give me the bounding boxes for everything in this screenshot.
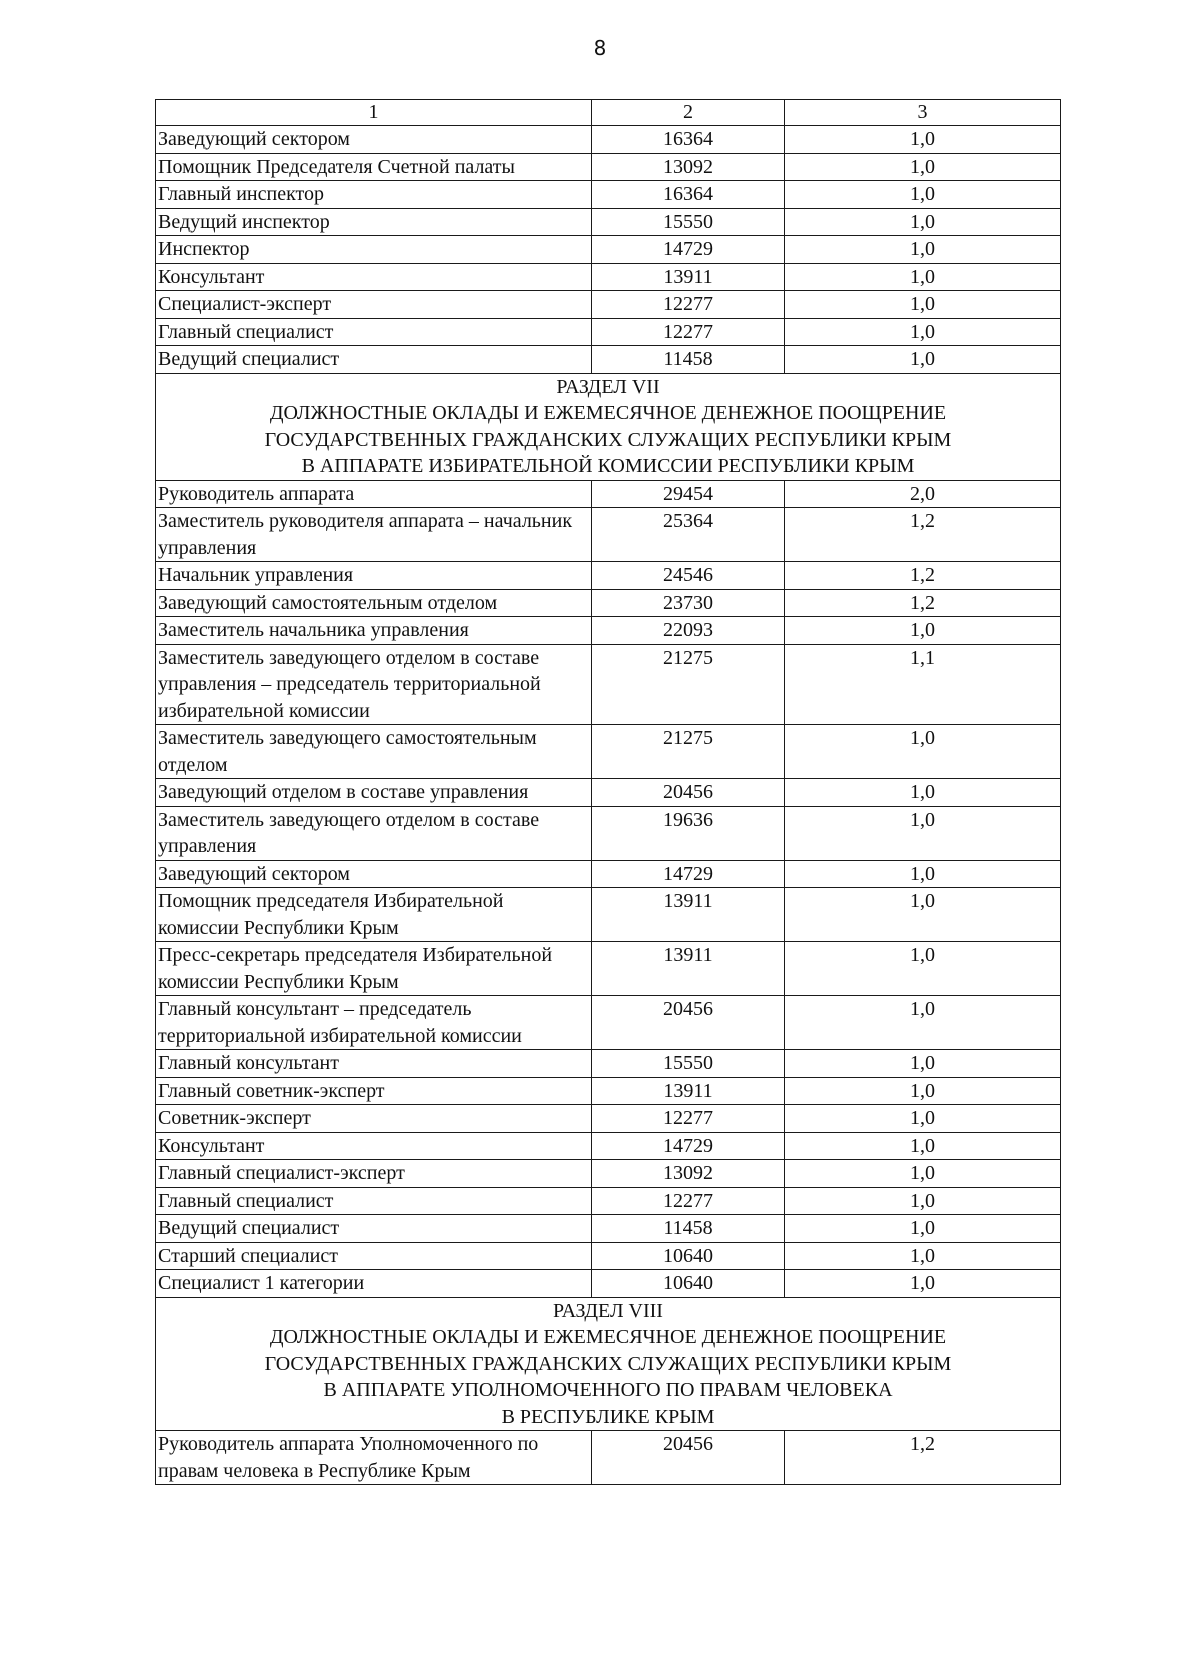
table-row: [156, 860, 1061, 888]
table-row: [156, 806, 1061, 860]
coefficient-cell: 1,0: [785, 181, 1061, 209]
table-row: [156, 589, 1061, 617]
table-row: [156, 617, 1061, 645]
position-cell: Главный специалист: [156, 1187, 592, 1215]
section-header-row: [156, 373, 1061, 480]
coefficient-cell: 1,2: [785, 508, 1061, 562]
coefficient-cell: 1,1: [785, 644, 1061, 725]
position-cell: Заместитель заведующего самостоятельным отделом: [156, 725, 592, 779]
coefficient-cell: 1,0: [785, 236, 1061, 264]
salary-cell: 15550: [592, 1050, 785, 1078]
position-cell: Инспектор: [156, 236, 592, 264]
table-row: [156, 1050, 1061, 1078]
salary-cell: 12277: [592, 1105, 785, 1133]
page-number: 8: [593, 36, 607, 60]
salary-cell: 14729: [592, 236, 785, 264]
coefficient-cell: 1,0: [785, 126, 1061, 154]
salary-cell: 12277: [592, 291, 785, 319]
position-cell: Главный советник-эксперт: [156, 1077, 592, 1105]
coefficient-cell: 1,0: [785, 860, 1061, 888]
salary-cell: 21275: [592, 644, 785, 725]
section-title-line: ДОЛЖНОСТНЫЕ ОКЛАДЫ И ЕЖЕМЕСЯЧНОЕ ДЕНЕЖНОЕ ПООЩРЕНИЕ: [269, 402, 947, 424]
coefficient-cell: 1,0: [785, 291, 1061, 319]
salary-cell: 14729: [592, 1132, 785, 1160]
position-cell: Ведущий специалист: [156, 1215, 592, 1243]
position-cell: Заместитель начальника управления: [156, 617, 592, 645]
salary-cell: 12277: [592, 1187, 785, 1215]
section-title: [156, 1297, 1061, 1431]
coefficient-cell: 1,2: [785, 589, 1061, 617]
section-title-line: РАЗДЕЛ VIII: [553, 1299, 663, 1322]
coefficient-cell: 1,0: [785, 208, 1061, 236]
position-cell: Заведующий самостоятельным отделом: [156, 589, 592, 617]
position-cell: Консультант: [156, 263, 592, 291]
salary-cell: 21275: [592, 725, 785, 779]
column-header-3: 3: [785, 100, 1061, 126]
table-row: [156, 1215, 1061, 1243]
section-title-line: ГОСУДАРСТВЕННЫХ ГРАЖДАНСКИХ СЛУЖАЩИХ РЕСПУБЛИКИ КРЫМ: [264, 428, 952, 451]
column-header-2: 2: [592, 100, 785, 126]
salary-cell: 13911: [592, 888, 785, 942]
coefficient-cell: 1,0: [785, 942, 1061, 996]
table-row: [156, 644, 1061, 725]
position-cell: Заведующий сектором: [156, 126, 592, 154]
section-title-line: ДОЛЖНОСТНЫЕ ОКЛАДЫ И ЕЖЕМЕСЯЧНОЕ ДЕНЕЖНОЕ ПООЩРЕНИЕ: [269, 1326, 947, 1348]
table-header-row: [156, 100, 1061, 126]
table-row: [156, 291, 1061, 319]
table-row: [156, 725, 1061, 779]
salary-table: [155, 99, 1061, 1485]
section-title-line: В РЕСПУБЛИКЕ КРЫМ: [501, 1405, 715, 1428]
position-cell: Заместитель заведующего отделом в составе управления: [156, 806, 592, 860]
table-row: [156, 318, 1061, 346]
position-cell: Заместитель руководителя аппарата – начальник управления: [156, 508, 592, 562]
coefficient-cell: 1,0: [785, 1132, 1061, 1160]
salary-cell: 12277: [592, 318, 785, 346]
salary-cell: 20456: [592, 996, 785, 1050]
position-cell: Главный специалист: [156, 318, 592, 346]
position-cell: Помощник Председателя Счетной палаты: [156, 153, 592, 181]
table-row: [156, 126, 1061, 154]
section-title-line: В АППАРАТЕ ИЗБИРАТЕЛЬНОЙ КОМИССИИ РЕСПУБЛИКИ КРЫМ: [301, 455, 915, 477]
section-title: [156, 373, 1061, 480]
salary-cell: 16364: [592, 126, 785, 154]
position-cell: Консультант: [156, 1132, 592, 1160]
table-row: [156, 888, 1061, 942]
table-row: [156, 236, 1061, 264]
salary-cell: 24546: [592, 562, 785, 590]
table-row: [156, 942, 1061, 996]
position-cell: Главный специалист-эксперт: [156, 1160, 592, 1188]
salary-cell: 20456: [592, 779, 785, 807]
position-cell: Советник-эксперт: [156, 1105, 592, 1133]
coefficient-cell: 1,0: [785, 779, 1061, 807]
coefficient-cell: 1,0: [785, 1160, 1061, 1188]
coefficient-cell: 1,0: [785, 1270, 1061, 1298]
position-cell: Заместитель заведующего отделом в составе управления – председатель территориальной избирательной комиссии: [156, 644, 592, 725]
coefficient-cell: 1,2: [785, 1431, 1061, 1485]
coefficient-cell: 1,0: [785, 1242, 1061, 1270]
coefficient-cell: 1,0: [785, 725, 1061, 779]
table-row: [156, 1187, 1061, 1215]
position-cell: Специалист 1 категории: [156, 1270, 592, 1298]
coefficient-cell: 1,0: [785, 1050, 1061, 1078]
salary-cell: 13911: [592, 263, 785, 291]
table-row: [156, 208, 1061, 236]
salary-cell: 11458: [592, 1215, 785, 1243]
salary-cell: 19636: [592, 806, 785, 860]
table-row: [156, 346, 1061, 374]
position-cell: Главный консультант – председатель территориальной избирательной комиссии: [156, 996, 592, 1050]
salary-cell: 11458: [592, 346, 785, 374]
table-row: [156, 1270, 1061, 1298]
position-cell: Главный инспектор: [156, 181, 592, 209]
coefficient-cell: 1,0: [785, 346, 1061, 374]
table-row: [156, 480, 1061, 508]
table-row: [156, 1105, 1061, 1133]
coefficient-cell: 1,0: [785, 318, 1061, 346]
coefficient-cell: 1,0: [785, 263, 1061, 291]
coefficient-cell: 1,0: [785, 806, 1061, 860]
salary-cell: 15550: [592, 208, 785, 236]
position-cell: Пресс-секретарь председателя Избирательной комиссии Республики Крым: [156, 942, 592, 996]
coefficient-cell: 1,0: [785, 1215, 1061, 1243]
table-row: [156, 181, 1061, 209]
position-cell: Ведущий инспектор: [156, 208, 592, 236]
salary-cell: 10640: [592, 1270, 785, 1298]
coefficient-cell: 1,0: [785, 1077, 1061, 1105]
salary-cell: 13092: [592, 153, 785, 181]
table-row: [156, 562, 1061, 590]
position-cell: Помощник председателя Избирательной комиссии Республики Крым: [156, 888, 592, 942]
section-header-row: [156, 1297, 1061, 1431]
coefficient-cell: 2,0: [785, 480, 1061, 508]
salary-cell: 29454: [592, 480, 785, 508]
table-row: [156, 263, 1061, 291]
section-title-line: В АППАРАТЕ УПОЛНОМОЧЕННОГО ПО ПРАВАМ ЧЕЛОВЕКА: [323, 1379, 893, 1401]
coefficient-cell: 1,2: [785, 562, 1061, 590]
table-row: [156, 779, 1061, 807]
salary-cell: 14729: [592, 860, 785, 888]
section-title-line: ГОСУДАРСТВЕННЫХ ГРАЖДАНСКИХ СЛУЖАЩИХ РЕСПУБЛИКИ КРЫМ: [264, 1352, 952, 1375]
salary-cell: 16364: [592, 181, 785, 209]
table-row: [156, 1077, 1061, 1105]
position-cell: Заведующий отделом в составе управления: [156, 779, 592, 807]
salary-cell: 10640: [592, 1242, 785, 1270]
salary-cell: 13911: [592, 1077, 785, 1105]
coefficient-cell: 1,0: [785, 996, 1061, 1050]
position-cell: Главный консультант: [156, 1050, 592, 1078]
position-cell: Заведующий сектором: [156, 860, 592, 888]
salary-cell: 13092: [592, 1160, 785, 1188]
salary-cell: 13911: [592, 942, 785, 996]
table-row: [156, 153, 1061, 181]
salary-cell: 25364: [592, 508, 785, 562]
column-header-1: 1: [156, 100, 592, 126]
table-row: [156, 1132, 1061, 1160]
coefficient-cell: 1,0: [785, 1187, 1061, 1215]
position-cell: Ведущий специалист: [156, 346, 592, 374]
position-cell: Руководитель аппарата: [156, 480, 592, 508]
position-cell: Специалист-эксперт: [156, 291, 592, 319]
salary-table-body: [156, 100, 1061, 1485]
table-row: [156, 1160, 1061, 1188]
table-row: [156, 996, 1061, 1050]
coefficient-cell: 1,0: [785, 153, 1061, 181]
table-row: [156, 1242, 1061, 1270]
position-cell: Руководитель аппарата Уполномоченного по правам человека в Республике Крым: [156, 1431, 592, 1485]
table-row: [156, 1431, 1061, 1485]
salary-cell: 20456: [592, 1431, 785, 1485]
position-cell: Старший специалист: [156, 1242, 592, 1270]
section-title-line: РАЗДЕЛ VII: [556, 375, 660, 398]
coefficient-cell: 1,0: [785, 888, 1061, 942]
salary-cell: 23730: [592, 589, 785, 617]
coefficient-cell: 1,0: [785, 617, 1061, 645]
table-row: [156, 508, 1061, 562]
salary-cell: 22093: [592, 617, 785, 645]
coefficient-cell: 1,0: [785, 1105, 1061, 1133]
position-cell: Начальник управления: [156, 562, 592, 590]
